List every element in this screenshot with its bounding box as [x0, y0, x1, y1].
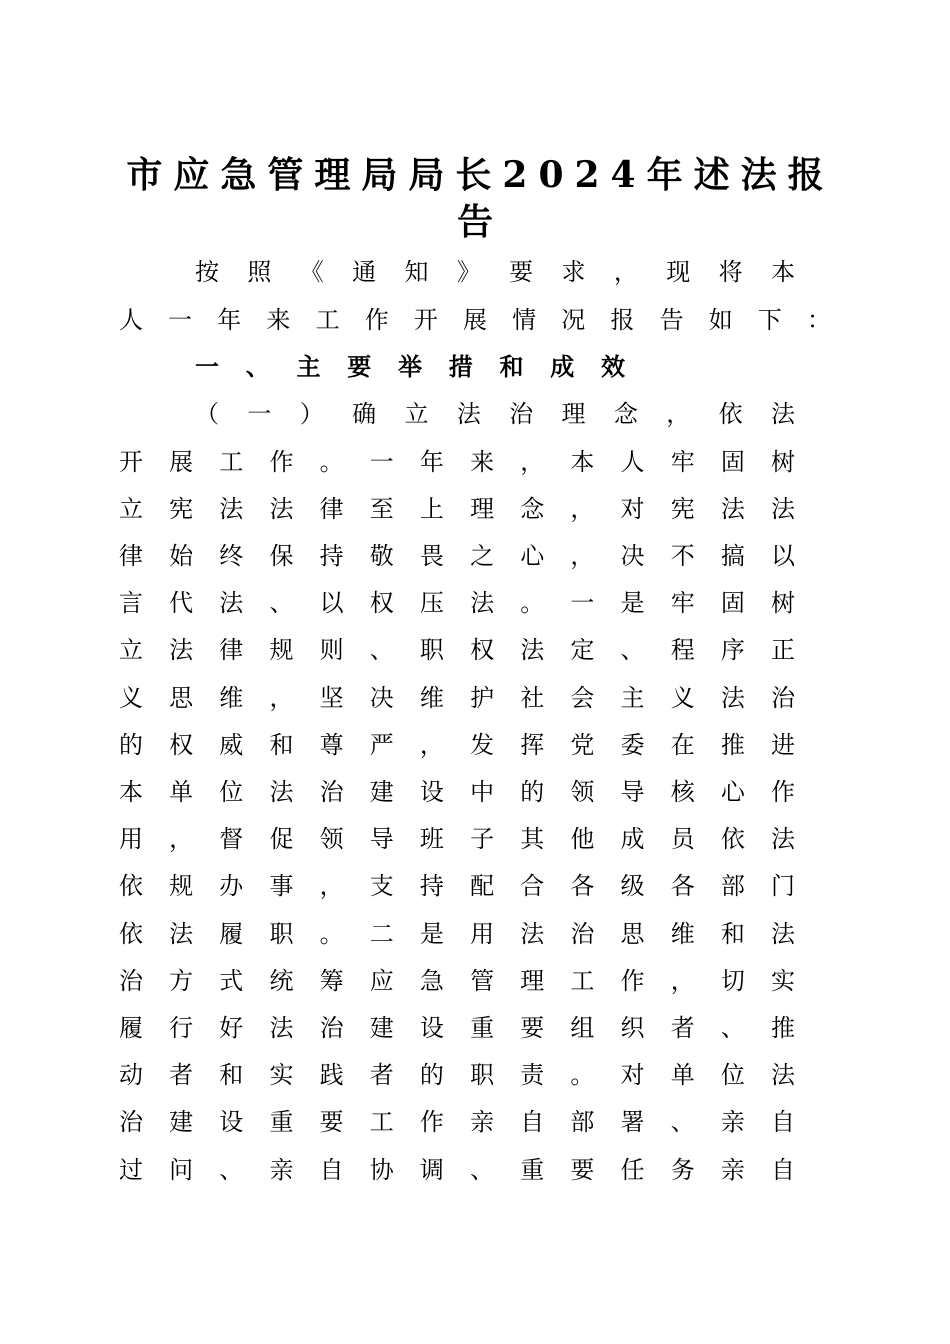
- body-line-9: 用，督促领导班子其他成员依法: [119, 825, 795, 853]
- body-line-16: 过问、亲自协调、重要任务亲自: [119, 1156, 795, 1184]
- body-line-5: 立法律规则、职权法定、程序正: [119, 636, 795, 664]
- body-line-8: 本单位法治建设中的领导核心作: [119, 778, 795, 806]
- document-title-line-2: 告: [456, 201, 493, 243]
- subsection-heading-line: （一）确立法治理念，依法: [195, 400, 795, 428]
- section-heading: 一、主要举措和成效: [195, 352, 625, 381]
- body-line-10: 依规办事，支持配合各级各部门: [119, 872, 795, 900]
- body-line-2: 立宪法法律至上理念，对宪法法: [119, 495, 795, 523]
- body-line-1: 开展工作。一年来，本人牢固树: [119, 448, 795, 476]
- body-line-15: 治建设重要工作亲自部署、亲自: [119, 1108, 795, 1136]
- intro-line-1: 按照《通知》要求，现将本: [195, 258, 795, 286]
- body-line-14: 动者和实践者的职责。对单位法: [119, 1061, 795, 1089]
- document-title-line-1: 市应急管理局局长2024年述法报: [126, 154, 835, 196]
- body-line-11: 依法履职。二是用法治思维和法: [119, 920, 795, 948]
- body-line-4: 言代法、以权压法。一是牢固树: [119, 589, 795, 617]
- body-line-13: 履行好法治建设重要组织者、推: [119, 1014, 795, 1042]
- body-line-7: 的权威和尊严，发挥党委在推进: [119, 731, 795, 759]
- intro-line-2: 人一年来工作开展情况报告如下：: [119, 306, 831, 334]
- body-line-6: 义思维，坚决维护社会主义法治: [119, 684, 795, 712]
- body-line-3: 律始终保持敬畏之心，决不搞以: [119, 542, 795, 570]
- body-line-12: 治方式统筹应急管理工作，切实: [119, 967, 795, 995]
